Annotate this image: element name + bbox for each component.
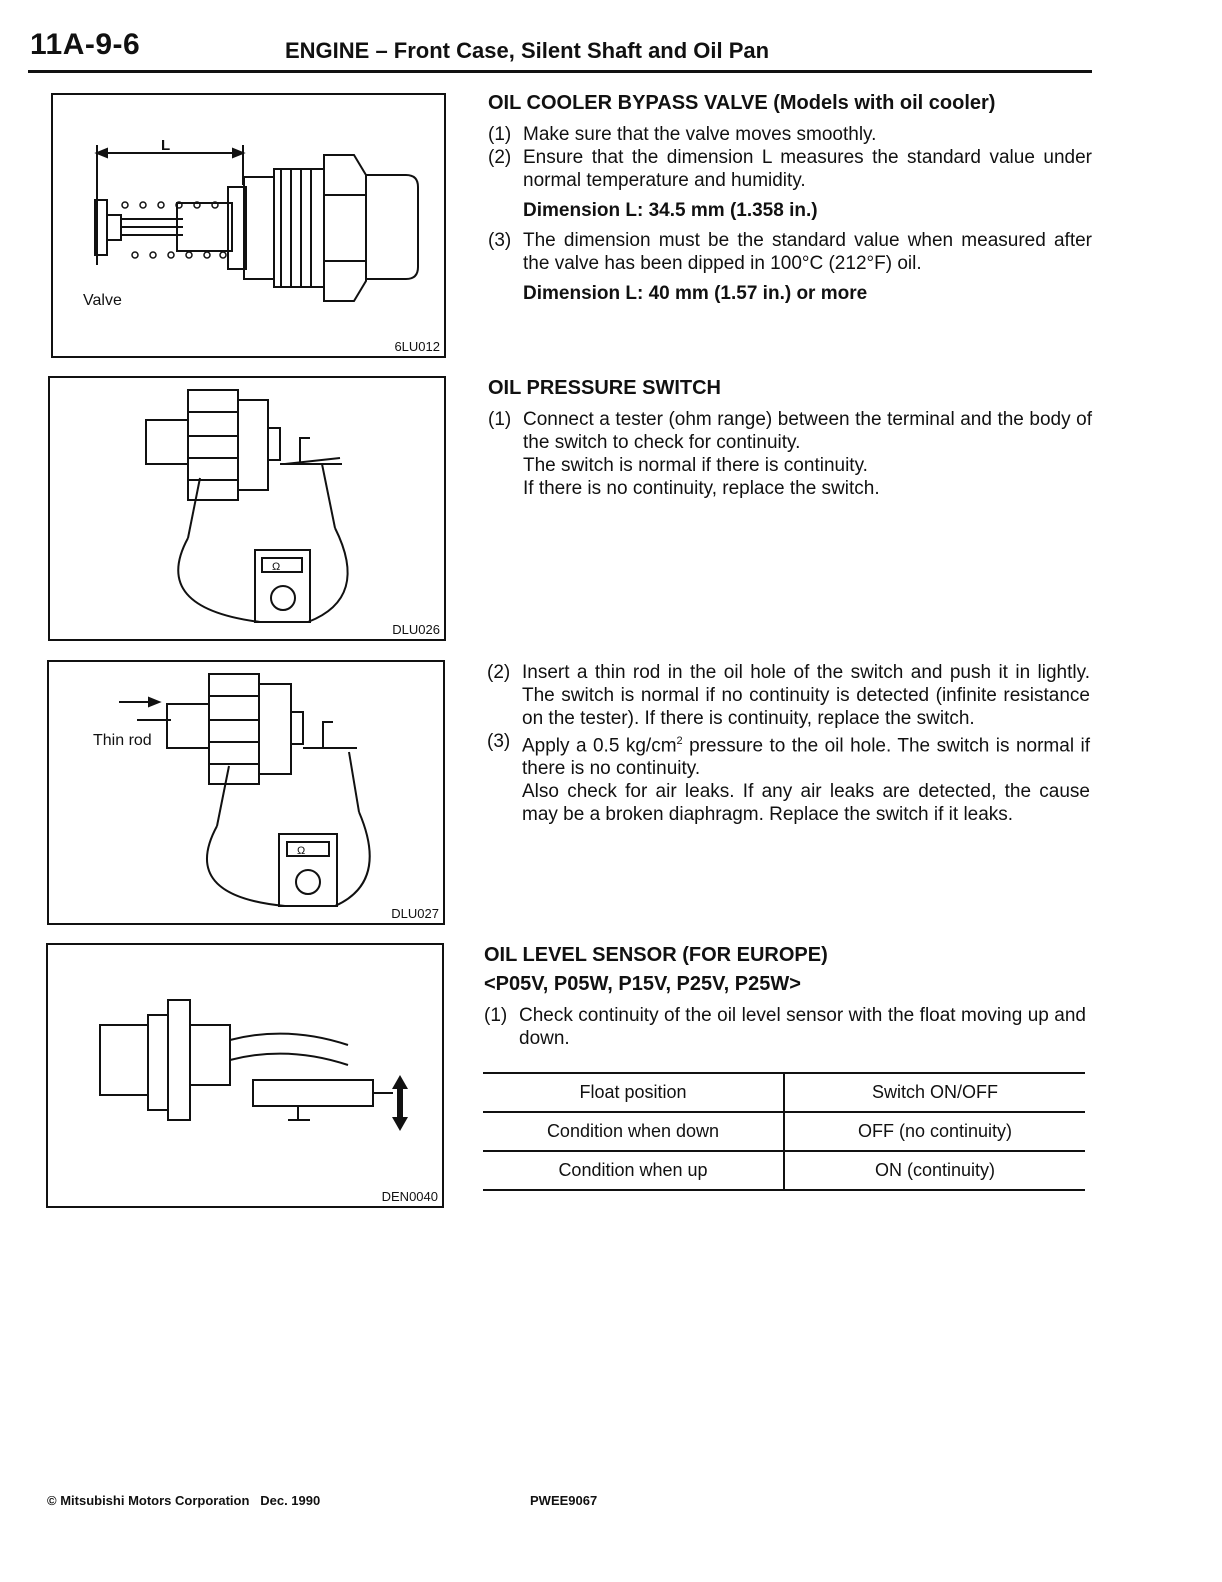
step-2 [488,146,1092,192]
table-cell: ON (continuity) [784,1151,1085,1190]
step-number: (2) [488,147,512,168]
ohm-symbol: Ω [272,561,281,573]
footer-doc-code: PWEE9067 [530,1493,598,1508]
step-text: The switch is normal if there is continuity. [523,455,868,476]
step-text: Also check for air leaks. If any air leaks are detected, the cause may be a broken diaphragm. Replace the switch if it leaks. [522,781,1090,826]
table-cell: OFF (no continuity) [784,1112,1085,1151]
step-text-group [522,730,1090,826]
section-oil-level-sensor [484,944,1086,1050]
page-title: ENGINE – Front Case, Silent Shaft and Oil Pan [285,38,770,63]
bypass-valve-drawing [53,95,444,356]
table-header-cell: Float position [483,1073,784,1112]
footer-copyright: © Mitsubishi Motors Corporation Dec. 1990 [47,1493,321,1508]
step-1 [488,123,1092,146]
dimension-spec: Dimension L: 34.5 mm (1.358 in.) [523,200,818,221]
step-text: Ensure that the dimension L measures the standard value under normal temperature and humidity. [523,147,1092,191]
step-3 [488,229,1092,275]
section-oil-cooler-bypass-valve [488,92,1092,305]
table-cell: Condition when down [483,1112,784,1151]
step-text-part: Apply a 0.5 kg/cm [522,735,677,757]
figure-bypass-valve [51,93,446,358]
ohm-symbol: Ω [297,845,306,857]
table-row [483,1112,1085,1151]
figure-thin-rod-test [47,660,445,925]
section-oil-pressure-switch-continued [487,661,1090,826]
figure-oil-pressure-switch [48,376,446,641]
valve-label: Valve [83,292,122,309]
table-header-cell: Switch ON/OFF [784,1073,1085,1112]
table-header-row [483,1073,1085,1112]
step-text: Check continuity of the oil level sensor with the float moving up and down. [519,1005,1086,1049]
oil-level-sensor-drawing [48,945,442,1206]
step-text: The dimension must be the standard value when measured after the valve has been dipped in 100°C (212°F) oil. [523,230,1092,274]
step-number: (3) [488,230,512,251]
step-text: Connect a tester (ohm range) between the terminal and the body of the switch to check for continuity. [523,409,1092,453]
table-cell: Condition when up [483,1151,784,1190]
step-2 [487,661,1090,730]
step-1 [488,408,1092,500]
section-title: OIL PRESSURE SWITCH [488,377,721,399]
thin-rod-label: Thin rod [93,732,152,749]
step-number: (1) [484,1005,508,1026]
dimension-spec: Dimension L: 40 mm (1.57 in.) or more [523,283,868,304]
step-1 [484,1004,1086,1050]
thin-rod-drawing [49,662,443,923]
figure-code: DLU026 [392,622,440,637]
step-text: Make sure that the valve moves smoothly. [523,124,877,145]
float-switch-table [483,1072,1085,1191]
step-number: (1) [488,409,512,430]
figure-oil-level-sensor [46,943,444,1208]
step-text: If there is no continuity, replace the switch. [523,478,880,499]
section-title: OIL LEVEL SENSOR (FOR EUROPE) [484,944,828,966]
model-list: <P05V, P05W, P15V, P25V, P25W> [484,973,801,995]
step-number: (3) [487,731,511,752]
step-text [522,730,1090,780]
step-text-part: pressure to the oil hole. The switch is normal if there is no continuity. [522,735,1090,780]
header-rule [28,70,1092,73]
section-title: OIL COOLER BYPASS VALVE (Models with oil cooler) [488,92,996,114]
pressure-switch-drawing [50,378,444,639]
figure-code: 6LU012 [394,339,440,354]
step-3 [487,730,1090,826]
page-number: 11A-9-6 [30,28,141,61]
section-oil-pressure-switch [488,377,1092,500]
table-row [483,1151,1085,1190]
figure-code: DLU027 [391,906,439,921]
step-text-group [523,408,1092,500]
figure-code: DEN0040 [381,1189,438,1204]
superscript: 2 [676,735,683,747]
step-number: (1) [488,124,512,145]
step-number: (2) [487,662,511,683]
step-text: Insert a thin rod in the oil hole of the switch and push it in lightly. The switch is normal if no continuity is detected (infinite resistance on the tester). If there is continuity, replace the switch. [522,662,1090,729]
dimension-L-label: L [161,137,171,154]
